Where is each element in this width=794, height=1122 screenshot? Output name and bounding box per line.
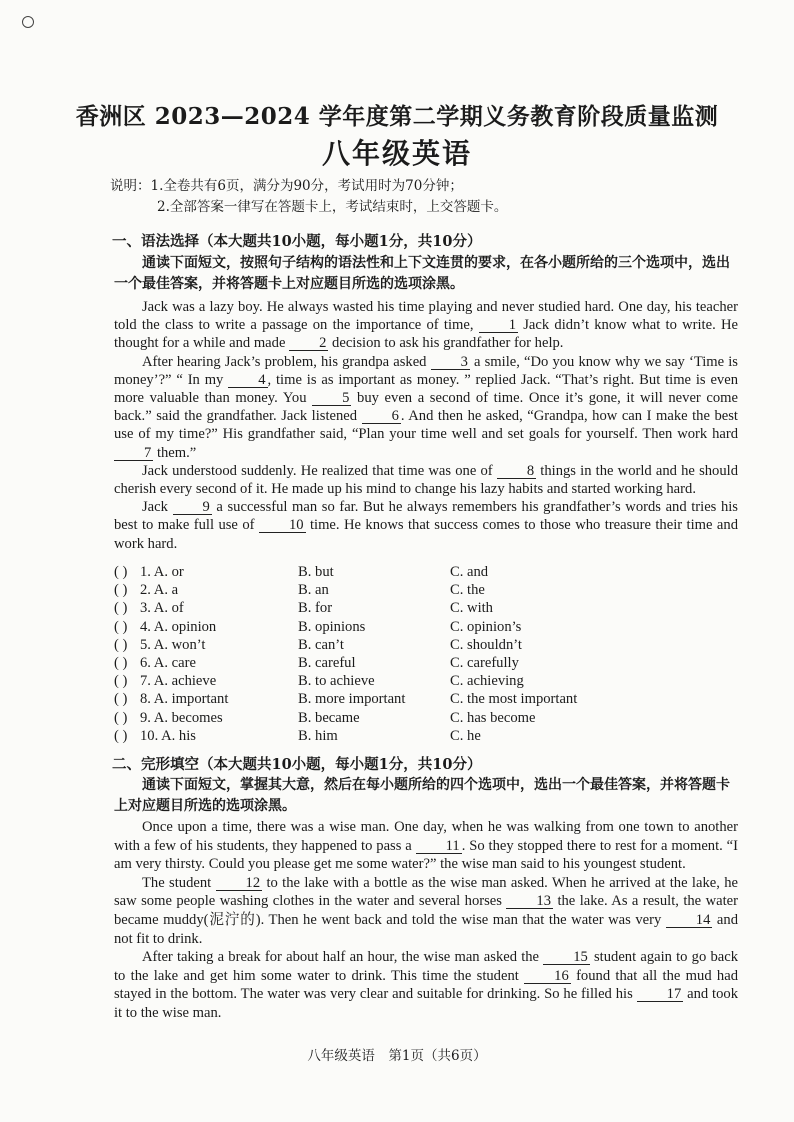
option-b: B. an [298, 582, 329, 599]
passage-paragraph: After hearing Jack’s problem, his grandpa asked 3 a smile, “Do you know why we say ‘Time is money’?” “ In my 4 , time is as important as money. ” replied Jack. “That’s right. But time is even more valuable than money. You 5 buy even a second of time. Once it’s gone, it will never come back.” said the grandfather. Jack listened 6 . And then he asked, “Grandpa, how can I make the best use of my time?” His grandfather said, “Plan your time well and set goals for yourself. Then work hard 7 them.” [114, 353, 738, 461]
option-row [114, 563, 738, 581]
section-1-heading: 一、语法选择（本大题共10小题，每小题1分，共10分） [112, 233, 482, 250]
option-c: C. shouldn’t [450, 636, 522, 653]
passage-paragraph: Once upon a time, there was a wise man. One day, when he was walking from one town to another with a few of his students, they happened to pass a 11 . So they stopped there to rest for a moment. “I am very thirsty. Could you please get me some water?” the wise man said to his youngest student. [114, 819, 739, 873]
answer-paren: ( ) [114, 673, 128, 690]
section-2-heading: 二、完形填空（本大题共10小题，每小题1分，共10分） [112, 756, 482, 773]
option-row [114, 618, 738, 636]
option-row [114, 654, 738, 672]
option-b: B. became [298, 709, 360, 726]
answer-paren: ( ) [114, 727, 128, 744]
blank-10: 10 [259, 518, 306, 533]
blank-13: 13 [506, 894, 553, 909]
answer-paren: ( ) [114, 636, 128, 653]
answer-paren: ( ) [114, 600, 128, 617]
option-a: 2. A. a [140, 582, 179, 599]
option-c: C. and [450, 564, 489, 580]
blank-7: 7 [114, 446, 153, 461]
option-c: C. the most important [450, 691, 578, 708]
blank-14: 14 [666, 913, 713, 928]
answer-paren: ( ) [114, 564, 128, 580]
option-a: 7. A. achieve [140, 673, 217, 690]
option-a: 5. A. won’t [140, 636, 206, 653]
corner-mark [22, 16, 34, 28]
option-b: B. but [298, 564, 334, 580]
option-b: B. careful [298, 654, 356, 671]
answer-paren: ( ) [114, 582, 128, 599]
option-a: 4. A. opinion [140, 618, 217, 635]
option-b: B. to achieve [298, 673, 375, 690]
passage-paragraph: The student 12 to the lake with a bottle as the wise man asked. When he arrived at the lake, he saw some people washing clothes in the water and several horses 13 the lake. As a result, the water became muddy(泥泞的). Then he went back and told the wise man that the water was very 14 and not fit to drink. [114, 874, 739, 947]
exam-subject-title: 八年级英语 [321, 137, 472, 170]
answer-paren: ( ) [114, 618, 128, 635]
blank-8: 8 [497, 464, 536, 479]
option-c: C. opinion’s [450, 618, 522, 635]
option-row [114, 690, 738, 708]
option-c: C. he [450, 727, 481, 744]
option-row [114, 727, 738, 745]
answer-paren: ( ) [114, 654, 128, 671]
option-row [114, 709, 738, 727]
option-b: B. more important [298, 691, 406, 708]
section-2-passage [114, 818, 738, 1023]
option-c: C. achieving [450, 673, 524, 690]
answer-paren: ( ) [114, 709, 128, 726]
note-line-2: 2.全部答案一律写在答题卡上，考试结束时，上交答题卡。 [157, 199, 508, 215]
option-a: 8. A. important [140, 691, 229, 708]
option-a: 10. A. his [140, 727, 196, 744]
blank-12: 12 [216, 876, 263, 891]
option-a: 6. A. care [140, 654, 196, 671]
blank-15: 15 [543, 950, 590, 965]
answer-options [114, 563, 738, 745]
blank-9: 9 [173, 500, 212, 515]
option-b: B. him [298, 727, 338, 744]
option-a: 1. A. or [140, 564, 184, 580]
section-2-instruction: 通读下面短文，掌握其大意，然后在每小题所给的四个选项中，选出一个最佳答案，并将答题卡上对应题目所选的选项涂黑。 [114, 777, 730, 814]
option-c: C. has become [450, 709, 536, 726]
option-row [114, 672, 738, 690]
option-row [114, 599, 738, 617]
option-c: C. with [450, 600, 493, 617]
blank-6: 6 [362, 409, 401, 424]
answer-paren: ( ) [114, 691, 128, 708]
section-1-instruction: 通读下面短文，按照句子结构的语法性和上下文连贯的要求，在各小题所给的三个选项中，选出一个最佳答案，并将答题卡上对应题目所选的选项涂黑。 [114, 255, 730, 292]
blank-3: 3 [431, 355, 470, 370]
passage-paragraph: Jack understood suddenly. He realized that time was one of 8 things in the world and he should cherish every second of it. He made up his mind to change his lazy habits and started working hard. [114, 462, 738, 498]
exam-title: 香洲区 2023—2024 学年度第二学期义务教育阶段质量监测 [75, 103, 719, 130]
option-b: B. opinions [298, 618, 366, 635]
blank-2: 2 [289, 336, 328, 351]
note-line-1: 说明：1.全卷共有6页，满分为90分，考试用时为70分钟； [110, 178, 463, 194]
section-1-passage [114, 298, 738, 553]
option-row [114, 581, 738, 599]
option-a: 3. A. of [140, 600, 184, 617]
blank-4: 4 [228, 373, 267, 388]
page-footer: 八年级英语 第1页（共6页） [307, 1048, 487, 1064]
passage-paragraph: Jack was a lazy boy. He always wasted his time playing and never studied hard. One day, his teacher told the class to write a passage on the importance of time, 1 Jack didn’t know what to write. He thought for a while and made 2 decision to ask his grandfather for help. [114, 299, 738, 352]
blank-16: 16 [524, 969, 571, 984]
option-c: C. the [450, 582, 485, 599]
option-row [114, 636, 738, 654]
passage-paragraph: Jack 9 a successful man so far. But he always remembers his grandfather’s words and tries his best to make full use of 10 time. He knows that success comes to those who treasure their time and work hard. [114, 499, 738, 552]
passage-paragraph: After taking a break for about half an hour, the wise man asked the 15 student again to go back to the lake and get him some water to drink. This time the student 16 found that all the mud had stayed in the bottom. The water was very clear and suitable for drinking. So he filled his 17 and took it to the wise man. [114, 949, 738, 1021]
option-b: B. for [298, 600, 333, 617]
blank-11: 11 [416, 839, 462, 854]
blank-5: 5 [312, 391, 351, 406]
exam-notes [110, 176, 507, 218]
blank-17: 17 [637, 987, 684, 1002]
blank-1: 1 [479, 318, 518, 333]
option-a: 9. A. becomes [140, 709, 223, 726]
option-b: B. can’t [298, 636, 344, 653]
option-c: C. carefully [450, 654, 519, 671]
